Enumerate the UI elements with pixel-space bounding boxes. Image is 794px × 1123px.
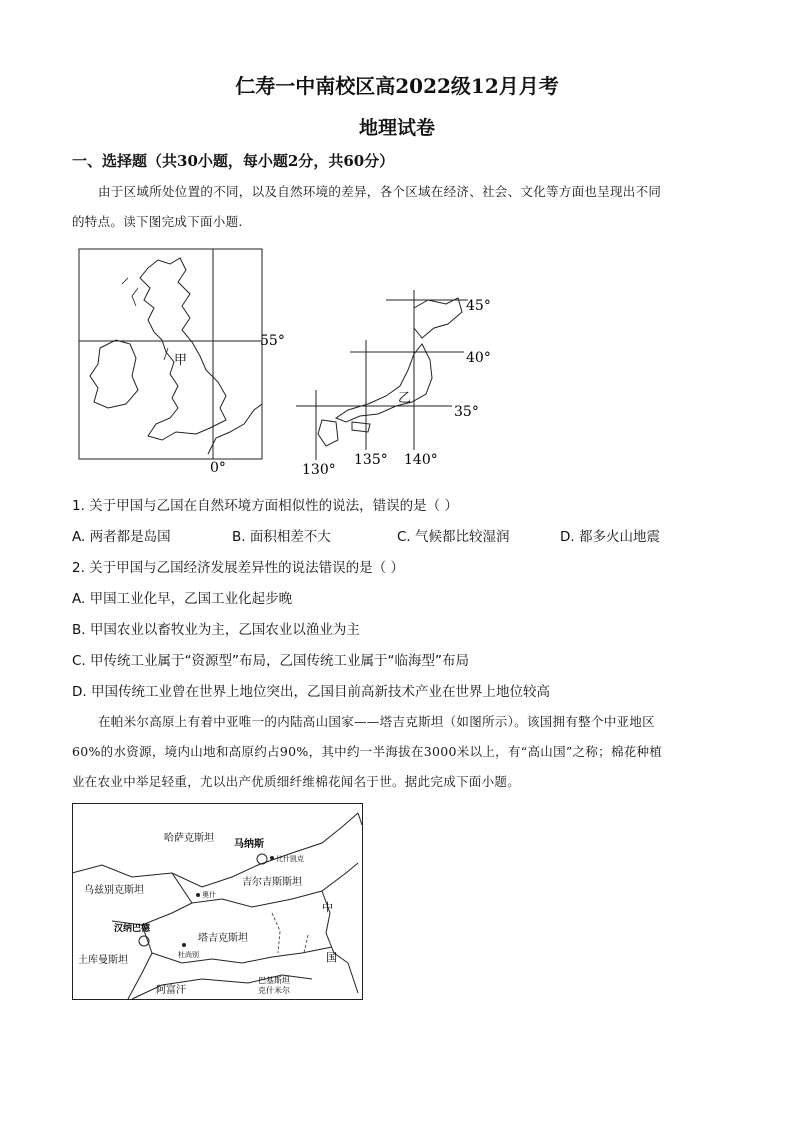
label-uzbekistan: 乌兹别克斯坦	[84, 885, 144, 896]
intro-paragraph-2	[72, 707, 728, 797]
label-manas: 马纳斯	[234, 839, 264, 850]
label-bishkek: 比什凯克	[276, 855, 304, 863]
q1-option-c[interactable]: C. 气候都比较湿润	[397, 529, 510, 545]
q2-option-a[interactable]: A. 甲国工业化早，乙国工业化起步晚	[72, 591, 293, 607]
lat-40-label: 40°	[466, 350, 491, 366]
intro2-line1: 在帕米尔高原上有着中亚唯一的内陆高山国家——塔吉克斯坦（如图所示）。该国拥有整个中亚地区	[98, 714, 655, 729]
dushanbe-dot-icon	[182, 943, 186, 947]
exam-title: 仁寿一中南校区高2022级12月月考	[235, 74, 559, 98]
label-kazakhstan: 哈萨克斯坦	[164, 833, 214, 844]
label-kyrgyzstan: 吉尔吉斯斯坦	[242, 877, 302, 888]
q2-option-d[interactable]: D. 甲国传统工业曾在世界上地位突出，乙国目前高新技术产业在世界上地位较高	[72, 684, 550, 700]
intro1-line2: 的特点。读下图完成下面小题.	[72, 214, 243, 229]
label-china-1: 中	[322, 901, 333, 914]
manas-airport-icon	[257, 854, 267, 864]
label-pakistan: 巴基斯坦	[258, 976, 290, 985]
lat-55-label: 55°	[260, 333, 285, 349]
label-jia: 甲	[174, 353, 188, 368]
question-1-stem: 1. 关于甲国与乙国在自然环境方面相似性的说法，错误的是（ ）	[72, 498, 458, 514]
lon-130-label: 130°	[302, 462, 336, 476]
q1-option-a[interactable]: A. 两者都是岛国	[72, 529, 171, 545]
q2-option-c[interactable]: C. 甲传统工业属于“资源型”布局，乙国传统工业属于“临海型”布局	[72, 653, 469, 669]
label-china-2: 国	[326, 951, 337, 964]
label-osh: 奥什	[202, 891, 216, 899]
label-afghanistan: 阿富汗	[156, 985, 186, 996]
osh-dot-icon	[196, 893, 200, 897]
intro1-line1: 由于区域所处位置的不同，以及自然环境的差异，各个区域在经济、社会、文化等方面也呈现出不同	[98, 184, 662, 199]
label-khanabad: 汉纳巴德	[114, 924, 151, 934]
q2-option-b[interactable]: B. 甲国农业以畜牧业为主，乙国农业以渔业为主	[72, 622, 360, 638]
label-dushanbe: 杜尚别	[178, 951, 199, 959]
lon-0-label: 0°	[210, 460, 226, 474]
question-2-stem: 2. 关于甲国与乙国经济发展差异性的说法错误的是（ ）	[72, 560, 404, 576]
lat-45-label: 45°	[466, 298, 491, 314]
label-kashmir: 克什米尔	[258, 986, 290, 995]
label-turkmenistan: 土库曼斯坦	[78, 955, 128, 966]
map-japan	[296, 290, 496, 476]
map-british-isles	[78, 248, 288, 474]
map-tajikistan	[72, 803, 364, 1001]
intro2-line2: 60%的水资源，境内山地和高原约占90%，其中约一半海拔在3000米以上，有“高山国”之称；棉花种植	[72, 744, 663, 759]
exam-subtitle: 地理试卷	[358, 117, 435, 139]
lat-35-label: 35°	[454, 404, 479, 420]
label-tajikistan: 塔吉克斯坦	[198, 933, 248, 944]
q1-option-b[interactable]: B. 面积相差不大	[232, 529, 331, 545]
lon-135-label: 135°	[354, 452, 388, 468]
lon-140-label: 140°	[404, 452, 438, 468]
q1-option-d[interactable]: D. 都多火山地震	[560, 529, 660, 545]
bishkek-dot-icon	[270, 856, 274, 860]
intro2-line3: 业在农业中举足轻重，尤以出产优质细纤维棉花闻名于世。据此完成下面小题。	[72, 774, 521, 789]
section-heading: 一、选择题（共30小题，每小题2分，共60分）	[72, 152, 395, 170]
label-yi: 乙	[398, 391, 412, 406]
intro-paragraph-1	[72, 177, 728, 237]
